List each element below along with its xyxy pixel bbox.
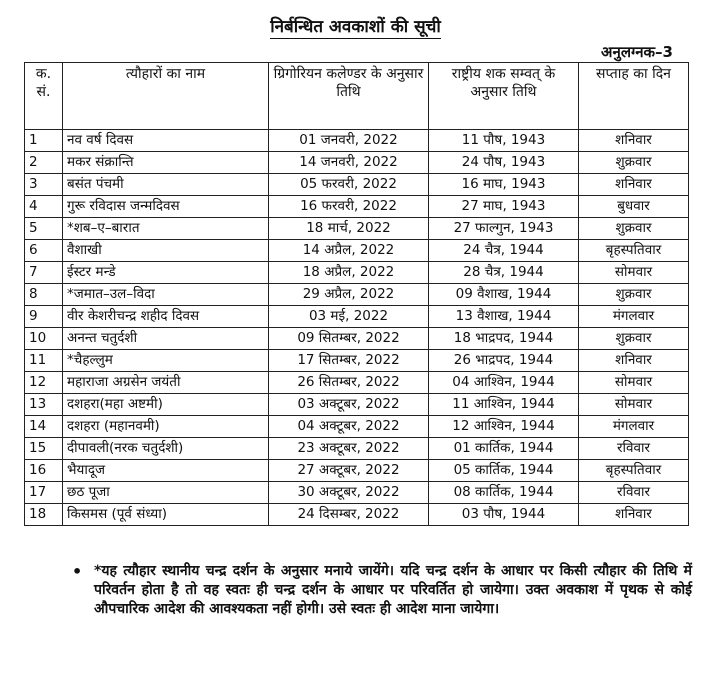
- table-row: [25, 438, 689, 460]
- cell-serial-no: 13: [25, 394, 63, 416]
- cell-serial-no: 1: [25, 130, 63, 152]
- cell-gregorian-date: 14 अप्रैल, 2022: [269, 240, 429, 262]
- cell-shaka-date: 26 भाद्रपद, 1944: [429, 350, 579, 372]
- cell-serial-no: 18: [25, 504, 63, 526]
- cell-festival-name: दशहरा(महा अष्टमी): [63, 394, 269, 416]
- cell-shaka-date: 12 आश्विन, 1944: [429, 416, 579, 438]
- cell-festival-name: महाराजा अग्रसेन जयंती: [63, 372, 269, 394]
- cell-gregorian-date: 30 अक्टूबर, 2022: [269, 482, 429, 504]
- cell-gregorian-date: 23 अक्टूबर, 2022: [269, 438, 429, 460]
- cell-serial-no: 11: [25, 350, 63, 372]
- cell-weekday: शुक्रवार: [579, 328, 689, 350]
- header-festival-name: त्यौहारों का नाम: [63, 63, 269, 130]
- cell-weekday: बृहस्पतिवार: [579, 240, 689, 262]
- header-row: [25, 63, 689, 130]
- cell-gregorian-date: 14 जनवरी, 2022: [269, 152, 429, 174]
- cell-weekday: सोमवार: [579, 372, 689, 394]
- cell-weekday: रविवार: [579, 482, 689, 504]
- cell-weekday: मंगलवार: [579, 416, 689, 438]
- table-row: [25, 394, 689, 416]
- cell-gregorian-date: 18 अप्रैल, 2022: [269, 262, 429, 284]
- table-row: [25, 284, 689, 306]
- page-title: [0, 14, 711, 37]
- cell-serial-no: 2: [25, 152, 63, 174]
- cell-festival-name: वीर केशरीचन्द्र शहीद दिवस: [63, 306, 269, 328]
- cell-serial-no: 17: [25, 482, 63, 504]
- cell-weekday: शुक्रवार: [579, 218, 689, 240]
- header-weekday: सप्ताह का दिन: [579, 63, 689, 130]
- table-row: [25, 218, 689, 240]
- cell-serial-no: 8: [25, 284, 63, 306]
- cell-festival-name: दशहरा (महानवमी): [63, 416, 269, 438]
- holiday-table-body: [25, 130, 689, 526]
- cell-shaka-date: 03 पौष, 1944: [429, 504, 579, 526]
- cell-weekday: शनिवार: [579, 174, 689, 196]
- cell-serial-no: 6: [25, 240, 63, 262]
- cell-weekday: सोमवार: [579, 262, 689, 284]
- cell-weekday: रविवार: [579, 438, 689, 460]
- cell-gregorian-date: 03 अक्टूबर, 2022: [269, 394, 429, 416]
- footnote: [72, 562, 692, 619]
- cell-festival-name: *जमात–उल–विदा: [63, 284, 269, 306]
- cell-shaka-date: 27 माघ, 1943: [429, 196, 579, 218]
- cell-festival-name: वैशाखी: [63, 240, 269, 262]
- cell-weekday: शनिवार: [579, 350, 689, 372]
- cell-gregorian-date: 18 मार्च, 2022: [269, 218, 429, 240]
- table-row: [25, 152, 689, 174]
- cell-serial-no: 4: [25, 196, 63, 218]
- footnote-text: *यह त्यौहार स्थानीय चन्द्र दर्शन के अनुसार मनाये जायेंगे। यदि चन्द्र दर्शन के आधार पर किसी त्यौहार की तिथि में परिवर्तन होता है तो वह स्वतः ही चन्द्र दर्शन के आधार पर परिवर्तित हो जायेगा। उक्त अवकाश में पृथक से कोई औपचारिक आदेश की आवश्यकता नहीं होगी। उसे स्वतः ही आदेश माना जायेगा।: [94, 563, 692, 617]
- table-row: [25, 504, 689, 526]
- cell-gregorian-date: 24 दिसम्बर, 2022: [269, 504, 429, 526]
- holiday-table-header: [25, 63, 689, 130]
- cell-shaka-date: 18 भाद्रपद, 1944: [429, 328, 579, 350]
- page-title-text: निर्बन्धित अवकाशों की सूची: [270, 17, 441, 37]
- cell-serial-no: 3: [25, 174, 63, 196]
- cell-shaka-date: 01 कार्तिक, 1944: [429, 438, 579, 460]
- cell-shaka-date: 16 माघ, 1943: [429, 174, 579, 196]
- cell-festival-name: *शब–ए–बारात: [63, 218, 269, 240]
- cell-festival-name: *चैहल्लुम: [63, 350, 269, 372]
- table-row: [25, 196, 689, 218]
- table-row: [25, 328, 689, 350]
- cell-weekday: बृहस्पतिवार: [579, 460, 689, 482]
- cell-festival-name: मकर संक्रान्ति: [63, 152, 269, 174]
- cell-gregorian-date: 09 सितम्बर, 2022: [269, 328, 429, 350]
- cell-gregorian-date: 26 सितम्बर, 2022: [269, 372, 429, 394]
- table-row: [25, 174, 689, 196]
- annexure-label: अनुलग्नक–3: [601, 43, 673, 61]
- cell-festival-name: छठ पूजा: [63, 482, 269, 504]
- table-row: [25, 240, 689, 262]
- table-row: [25, 416, 689, 438]
- cell-gregorian-date: 29 अप्रैल, 2022: [269, 284, 429, 306]
- table-row: [25, 372, 689, 394]
- cell-shaka-date: 08 कार्तिक, 1944: [429, 482, 579, 504]
- table-row: [25, 306, 689, 328]
- cell-shaka-date: 05 कार्तिक, 1944: [429, 460, 579, 482]
- cell-shaka-date: 13 वैशाख, 1944: [429, 306, 579, 328]
- table-row: [25, 262, 689, 284]
- cell-shaka-date: 11 आश्विन, 1944: [429, 394, 579, 416]
- cell-weekday: शुक्रवार: [579, 284, 689, 306]
- footnote-bullet: •: [72, 562, 83, 581]
- cell-serial-no: 15: [25, 438, 63, 460]
- header-shaka-date: राष्ट्रीय शक सम्वत् के अनुसार तिथि: [429, 63, 579, 130]
- cell-serial-no: 14: [25, 416, 63, 438]
- cell-shaka-date: 27 फाल्गुन, 1943: [429, 218, 579, 240]
- cell-festival-name: किसमस (पूर्व संध्या): [63, 504, 269, 526]
- cell-festival-name: भैयादूज: [63, 460, 269, 482]
- cell-weekday: बुधवार: [579, 196, 689, 218]
- cell-gregorian-date: 16 फरवरी, 2022: [269, 196, 429, 218]
- header-gregorian-date: ग्रिगोरियन कलेण्डर के अनुसार तिथि: [269, 63, 429, 130]
- table-row: [25, 350, 689, 372]
- cell-gregorian-date: 05 फरवरी, 2022: [269, 174, 429, 196]
- cell-shaka-date: 24 चैत्र, 1944: [429, 240, 579, 262]
- cell-serial-no: 16: [25, 460, 63, 482]
- cell-gregorian-date: 04 अक्टूबर, 2022: [269, 416, 429, 438]
- table-row: [25, 460, 689, 482]
- cell-serial-no: 10: [25, 328, 63, 350]
- cell-festival-name: दीपावली(नरक चतुर्दशी): [63, 438, 269, 460]
- cell-shaka-date: 04 आश्विन, 1944: [429, 372, 579, 394]
- cell-serial-no: 12: [25, 372, 63, 394]
- cell-shaka-date: 09 वैशाख, 1944: [429, 284, 579, 306]
- cell-weekday: शनिवार: [579, 504, 689, 526]
- cell-weekday: शनिवार: [579, 130, 689, 152]
- cell-weekday: मंगलवार: [579, 306, 689, 328]
- cell-serial-no: 7: [25, 262, 63, 284]
- holiday-table: [24, 62, 689, 526]
- cell-serial-no: 5: [25, 218, 63, 240]
- table-row: [25, 482, 689, 504]
- header-serial-no: क. सं.: [25, 63, 63, 130]
- cell-weekday: सोमवार: [579, 394, 689, 416]
- cell-gregorian-date: 03 मई, 2022: [269, 306, 429, 328]
- cell-shaka-date: 24 पौष, 1943: [429, 152, 579, 174]
- cell-gregorian-date: 01 जनवरी, 2022: [269, 130, 429, 152]
- cell-festival-name: ईस्टर मन्डे: [63, 262, 269, 284]
- cell-festival-name: गुरू रविदास जन्मदिवस: [63, 196, 269, 218]
- cell-festival-name: अनन्त चतुर्दशी: [63, 328, 269, 350]
- cell-gregorian-date: 27 अक्टूबर, 2022: [269, 460, 429, 482]
- cell-festival-name: बसंत पंचमी: [63, 174, 269, 196]
- cell-gregorian-date: 17 सितम्बर, 2022: [269, 350, 429, 372]
- cell-shaka-date: 28 चैत्र, 1944: [429, 262, 579, 284]
- cell-weekday: शुक्रवार: [579, 152, 689, 174]
- cell-festival-name: नव वर्ष दिवस: [63, 130, 269, 152]
- table-row: [25, 130, 689, 152]
- cell-serial-no: 9: [25, 306, 63, 328]
- cell-shaka-date: 11 पौष, 1943: [429, 130, 579, 152]
